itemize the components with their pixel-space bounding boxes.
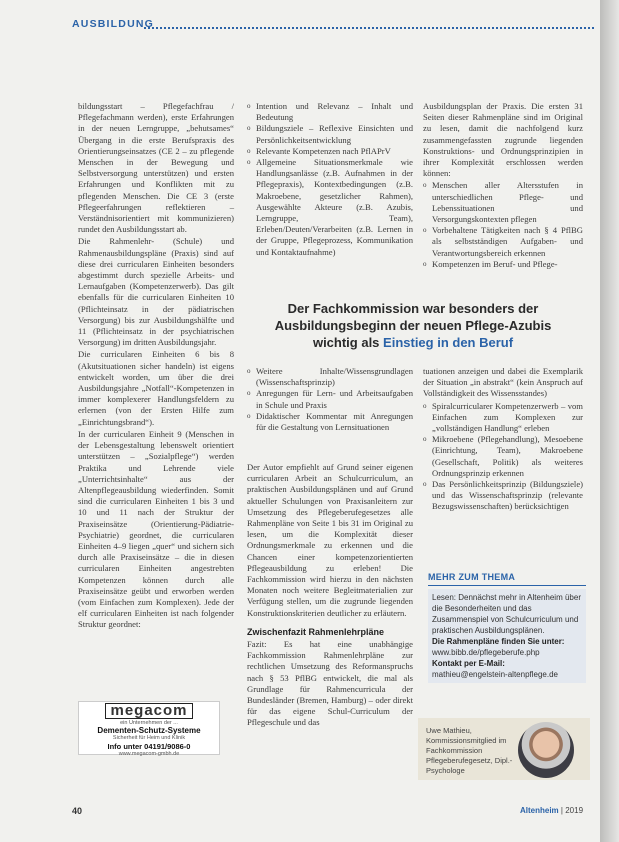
col3-paragraph: Ausbildungsplan der Praxis. Die ersten 31 Seiten dieser Rahmenpläne sind im Original zu lesen, damit die nachfolgend kurz zusammengefassten zugrunde liegenden Konstruktions- und Ordnungsprinzipien in ihrer Komplexität erschlossen werden können: bbox=[423, 101, 583, 179]
list-item: o Weitere Inhalte/Wissensgrundlagen (Wissenschaftsprinzip) bbox=[256, 366, 413, 388]
col2-paragraph: Fazit: Es hat eine unabhängige Fachkommission Rahmenlehrpläne zur rechtlichen Umsetzung des Reformanspruchs nach § 53 PflBG entwickelt, die mal als Grundlage für Rahmencurricula der Bundesländer (Bremen, Hamburg) – oder direkt für das eigene Schul-Curriculum der Pflegeschule und das bbox=[247, 639, 413, 728]
column-1 bbox=[78, 101, 234, 632]
list-item: o Kompetenzen im Beruf- und Pflege- bbox=[432, 259, 583, 270]
structure-list bbox=[247, 101, 413, 258]
page-number: 40 bbox=[72, 806, 83, 816]
section-header bbox=[72, 18, 594, 34]
list-item: o Spiralcurricularer Kompetenzerwerb – vom Einfachen zum Komplexen zur „vollständigen Handlung“ erleben bbox=[432, 401, 583, 435]
pull-quote-text: wichtig als bbox=[312, 335, 384, 350]
info-link[interactable]: www.bibb.de/pflegeberufe.php bbox=[432, 648, 540, 657]
column-2-top bbox=[247, 101, 413, 258]
principles-list-continued bbox=[423, 401, 583, 513]
ad-tagline: ein Unternehmen der ... bbox=[120, 720, 178, 726]
col1-paragraph: In der curricularen Einheit 9 (Menschen in der Lebensgestaltung lebenswelt orientiert unterstützen – „Sozialpflege“) werden Praktika und Lehrende viele „Unterrichtsinhalte“ aus der Altenpflegeausbildung wiederfinden. Somit sind die curricularen Einheiten 1 bis 3 und 10 und 11 nach der Struktur der Praxiseinsätze (Orientierung-Pädiatrie-Psychiatrie) geordnet, die curricularen Einheiten 4–9 liegen „quer“ und sichern sich durch alle Praxiseinsätze – die in diesen curricularen Einheiten angestrebten Kompetenzen können durch alle Praxiseinsätze geübt und erworben werden (vom Einfachen zum Komplexen). Jede der elf curricularen Einheiten ist nach folgender Struktur geordnet: bbox=[78, 428, 234, 630]
list-item: o Menschen aller Altersstufen in unterschiedlichen Pflege- und Lebenssituationen und Versorgungskontexten pflegen bbox=[432, 180, 583, 225]
page-separator: | bbox=[560, 806, 563, 815]
ad-subline: Sicherheit für Heim und Klinik bbox=[112, 735, 186, 741]
list-item: o Mikroebene (Pflegehandlung), Mesoebene (Einrichtung, Team), Makroebene (Gesellschaft, Politik) als weiteres Ordnungsprinzip erkennen bbox=[432, 434, 583, 479]
col2-paragraph: Der Autor empfiehlt auf Grund seiner eigenen curricularen Arbeit an Schulcurriculum, an praktischen Ausbildungsplänen und auf Grund aktueller Schulungen von Praxisanleitern zur Umsetzung des Pflegeberufegesetzes alle Rahmenpläne von Seite 1 bis 31 im Original zu lesen, um die Komplexität dieser Ordnungsmerkmale zu erkennen und die Chancen einer kompetenzorientierten Pflegeausbildung zu erleben! Die Fachkommission wird hierzu in den nächsten Monaten noch weitere Begleitmaterialien zur Verfügung stellen, um die zugrunde liegenden Konstruktionskriterien deutlicher zu erläutern. bbox=[247, 462, 413, 618]
ad-product-name: Dementen-Schutz-Systeme bbox=[97, 726, 201, 735]
structure-list-continued bbox=[247, 366, 413, 433]
author-bio: Uwe Mathieu, Kommissionsmitglied im Fachkommission Pflegeberufegesetz, Dipl.-Psychologe bbox=[426, 726, 513, 775]
col3-paragraph: tuationen anzeigen und dabei die Exemplarik der Situation „in abstrakt“ (kein Anspruch auf Vollständigkeit des Wissensstandes) bbox=[423, 366, 583, 399]
list-item: o Relevante Kompetenzen nach PflAPrV bbox=[256, 146, 413, 157]
column-2-body bbox=[247, 462, 413, 730]
footer-journal bbox=[520, 806, 583, 815]
page-edge bbox=[600, 0, 619, 842]
info-email[interactable]: mathieu@engelstein-altenpflege.de bbox=[432, 670, 558, 679]
pull-quote-highlight: Einstieg in den Beruf bbox=[383, 335, 514, 350]
pull-quote-line: Ausbildungsbeginn der neuen Pflege-Azubis bbox=[274, 318, 552, 333]
author-photo bbox=[518, 722, 574, 778]
info-box-title: MEHR ZUM THEMA bbox=[428, 572, 586, 586]
issue-year: 2019 bbox=[565, 806, 584, 815]
list-item: o Anregungen für Lern- und Arbeitsaufgaben in Schule und Praxis bbox=[256, 388, 413, 410]
col1-paragraph: Die Rahmenlehr- (Schule) und Rahmenausbildungspläne (Praxis) sind auf diese drei curricularen Einheiten besonders abgestimmt durch spezielle Arbeits- und Lernaufgaben (Kompetenzerwerb). Das gilt ebenfalls für die curricularen Einheiten 10 (Pflichteinsatz in der pädiatrischen Versorgung) bis zur Ausbildungshälfte und 11 (Pflichteinsatz in der psychiatrischen Versorgung) im dritten Ausbildungsjahr. bbox=[78, 236, 234, 348]
column-3-top bbox=[423, 101, 583, 270]
list-item: o Allgemeine Situationsmerkmale wie Handlungsanlässe (z.B. Aufnahmen in der Pflegepraxis), Kontextbedingungen (z.B. Makroebene, gesetzlicher Rahmen), Ausgewählte Akteure (z.B. Azubis, Lerngruppe, Team), Erleben/Deuten/Verarbeiten (z.B. Lernen in der Gruppe, Pflegeprozess, Kommunikation und Kontaktaufnahme) bbox=[256, 157, 413, 258]
info-label: Kontakt per E-Mail: bbox=[432, 659, 505, 668]
col1-paragraph: Die curricularen Einheiten 6 bis 8 (Akutsituationen sicher handeln) ist eigens entwickelt worden, um über die drei Ausbildungsjahre „Notfall“-Kompetenzen in immer komplexerer Handlungsfeldern zu erlernen (von der Ersten Hilfe zum „Einrichtungsbrand“). bbox=[78, 349, 234, 427]
more-info-box bbox=[428, 572, 586, 683]
journal-name: Altenheim bbox=[520, 806, 559, 815]
ad-logo: megacom bbox=[105, 703, 192, 719]
pull-quote-line: Der Fachkommission war besonders der bbox=[287, 301, 539, 316]
ad-website: www.megacom-gmbh.de bbox=[118, 750, 180, 757]
info-box-body bbox=[428, 589, 586, 683]
author-box bbox=[418, 718, 590, 780]
list-item: o Vorbehaltene Tätigkeiten nach § 4 PflBG als selbstständigen Aufgaben- und Verantwortungsbereich erkennen bbox=[432, 225, 583, 259]
list-item: o Didaktischer Kommentar mit Anregungen für die Gestaltung von Lernsituationen bbox=[256, 411, 413, 433]
pull-quote bbox=[258, 300, 568, 351]
ad-phone: Info unter 04191/9086-0 bbox=[107, 741, 191, 751]
info-label: Die Rahmenpläne finden Sie unter: bbox=[432, 637, 565, 646]
header-dotted-rule bbox=[144, 27, 594, 29]
pull-quote-line bbox=[258, 334, 568, 351]
subheading: Zwischenfazit Rahmenlehrpläne bbox=[247, 626, 385, 637]
list-item: o Bildungsziele – Reflexive Einsichten und Persönlichkeitsentwicklung bbox=[256, 123, 413, 145]
list-item: o Intention und Relevanz – Inhalt und Bedeutung bbox=[256, 101, 413, 123]
col1-paragraph: bildungsstart – Pflegefachfrau / Pflegefachmann werden), erste Erfahrungen in der neuen Lerngruppe, „behutsames“ Übergang in die erste Berufspraxis des Orientierungseinsatzes (CE 2 – zu pflegende Menschen in der Bewegung und Selbstversorgung unterstützen) und ersten Erfahrungen und Konflikten mit zu pflegenden Menschen. Die CE 3 (erste Pflegeerfahrungen reflektieren – Verständnisorientiert mit kommunizieren) rundet den Ausbildungsstart ab. bbox=[78, 101, 234, 235]
info-text: Lesen: Dennächst mehr in Altenheim über die Besonderheiten und das Zusammenspiel von Schulcurriculum und praktischen Ausbildungsplänen. bbox=[432, 593, 581, 635]
column-2-list bbox=[247, 366, 413, 433]
principles-list bbox=[423, 180, 583, 270]
column-3-body bbox=[423, 366, 583, 513]
list-item: o Das Persönlichkeitsprinzip (Bildungsziele) und das Wissenschaftsprinzip (relevante Bezugswissenschaften) berücksichtigen bbox=[432, 479, 583, 513]
section-label: AUSBILDUNG bbox=[72, 18, 154, 30]
advertisement[interactable] bbox=[78, 701, 220, 755]
